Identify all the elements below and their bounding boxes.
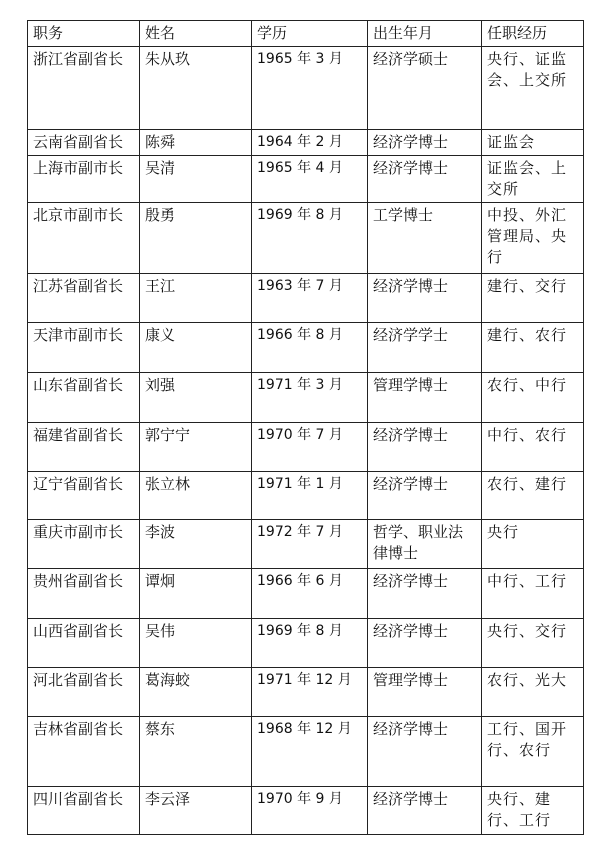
cell-name: 殷勇 [140, 203, 252, 274]
table-row [28, 323, 584, 373]
cell-name: 蔡东 [140, 717, 252, 787]
table-row [28, 717, 584, 787]
cell-date: 1971 年 12 月 [252, 668, 368, 717]
cell-degree: 哲学、职业法律博士 [368, 520, 482, 569]
cell-name: 康义 [140, 323, 252, 373]
cell-date: 1969 年 8 月 [252, 203, 368, 274]
cell-experience: 中行、工行 [482, 569, 584, 619]
cell-name: 王江 [140, 274, 252, 323]
header-education: 学历 [252, 21, 368, 47]
table-row [28, 203, 584, 274]
cell-date: 1971 年 3 月 [252, 373, 368, 423]
header-position: 职务 [28, 21, 140, 47]
cell-name: 郭宁宁 [140, 423, 252, 472]
cell-date: 1966 年 8 月 [252, 323, 368, 373]
table-row [28, 130, 584, 156]
table-row [28, 274, 584, 323]
cell-position: 江苏省副省长 [28, 274, 140, 323]
cell-experience: 农行、建行 [482, 472, 584, 520]
cell-degree: 经济学博士 [368, 569, 482, 619]
cell-name: 吴伟 [140, 619, 252, 668]
cell-experience: 中投、外汇管理局、央行 [482, 203, 584, 274]
cell-position: 山东省副省长 [28, 373, 140, 423]
cell-experience: 农行、中行 [482, 373, 584, 423]
cell-position: 四川省副省长 [28, 787, 140, 835]
cell-experience: 中行、农行 [482, 423, 584, 472]
cell-date: 1964 年 2 月 [252, 130, 368, 156]
cell-degree: 经济学博士 [368, 130, 482, 156]
cell-position: 吉林省副省长 [28, 717, 140, 787]
cell-experience: 建行、交行 [482, 274, 584, 323]
table-row [28, 668, 584, 717]
cell-name: 李云泽 [140, 787, 252, 835]
cell-date: 1965 年 4 月 [252, 156, 368, 203]
header-name: 姓名 [140, 21, 252, 47]
header-birth-date: 出生年月 [368, 21, 482, 47]
cell-position: 辽宁省副省长 [28, 472, 140, 520]
cell-degree: 经济学博士 [368, 274, 482, 323]
cell-date: 1968 年 12 月 [252, 717, 368, 787]
table-row [28, 472, 584, 520]
cell-date: 1966 年 6 月 [252, 569, 368, 619]
cell-degree: 经济学博士 [368, 423, 482, 472]
cell-degree: 经济学博士 [368, 787, 482, 835]
table-row [28, 47, 584, 130]
table-header-row [28, 21, 584, 47]
cell-degree: 经济学博士 [368, 156, 482, 203]
cell-experience: 央行、证监会、上交所 [482, 47, 584, 130]
cell-date: 1969 年 8 月 [252, 619, 368, 668]
officials-table [27, 20, 584, 835]
cell-experience: 央行、建行、工行 [482, 787, 584, 835]
cell-degree: 管理学博士 [368, 668, 482, 717]
cell-name: 陈舜 [140, 130, 252, 156]
header-experience: 任职经历 [482, 21, 584, 47]
cell-experience: 证监会、上交所 [482, 156, 584, 203]
cell-degree: 管理学博士 [368, 373, 482, 423]
cell-name: 葛海蛟 [140, 668, 252, 717]
table-row [28, 619, 584, 668]
cell-position: 重庆市副市长 [28, 520, 140, 569]
cell-experience: 证监会 [482, 130, 584, 156]
cell-name: 李波 [140, 520, 252, 569]
cell-name: 刘强 [140, 373, 252, 423]
cell-degree: 经济学博士 [368, 472, 482, 520]
cell-name: 张立林 [140, 472, 252, 520]
cell-position: 浙江省副省长 [28, 47, 140, 130]
cell-degree: 经济学硕士 [368, 47, 482, 130]
cell-position: 北京市副市长 [28, 203, 140, 274]
cell-experience: 央行 [482, 520, 584, 569]
cell-name: 朱从玖 [140, 47, 252, 130]
table-row [28, 373, 584, 423]
cell-position: 河北省副省长 [28, 668, 140, 717]
table-row [28, 520, 584, 569]
table-row [28, 787, 584, 835]
cell-experience: 工行、国开行、农行 [482, 717, 584, 787]
table-body [28, 47, 584, 835]
cell-date: 1963 年 7 月 [252, 274, 368, 323]
cell-experience: 农行、光大 [482, 668, 584, 717]
cell-name: 谭炯 [140, 569, 252, 619]
cell-date: 1972 年 7 月 [252, 520, 368, 569]
cell-date: 1971 年 1 月 [252, 472, 368, 520]
table-row [28, 423, 584, 472]
cell-position: 山西省副省长 [28, 619, 140, 668]
cell-degree: 经济学学士 [368, 323, 482, 373]
cell-experience: 建行、农行 [482, 323, 584, 373]
cell-degree: 经济学博士 [368, 619, 482, 668]
table-row [28, 156, 584, 203]
cell-name: 吴清 [140, 156, 252, 203]
cell-position: 上海市副市长 [28, 156, 140, 203]
cell-date: 1965 年 3 月 [252, 47, 368, 130]
cell-degree: 经济学博士 [368, 717, 482, 787]
cell-experience: 央行、交行 [482, 619, 584, 668]
table-row [28, 569, 584, 619]
cell-date: 1970 年 7 月 [252, 423, 368, 472]
cell-position: 福建省副省长 [28, 423, 140, 472]
cell-position: 云南省副省长 [28, 130, 140, 156]
cell-position: 贵州省副省长 [28, 569, 140, 619]
cell-degree: 工学博士 [368, 203, 482, 274]
cell-date: 1970 年 9 月 [252, 787, 368, 835]
cell-position: 天津市副市长 [28, 323, 140, 373]
